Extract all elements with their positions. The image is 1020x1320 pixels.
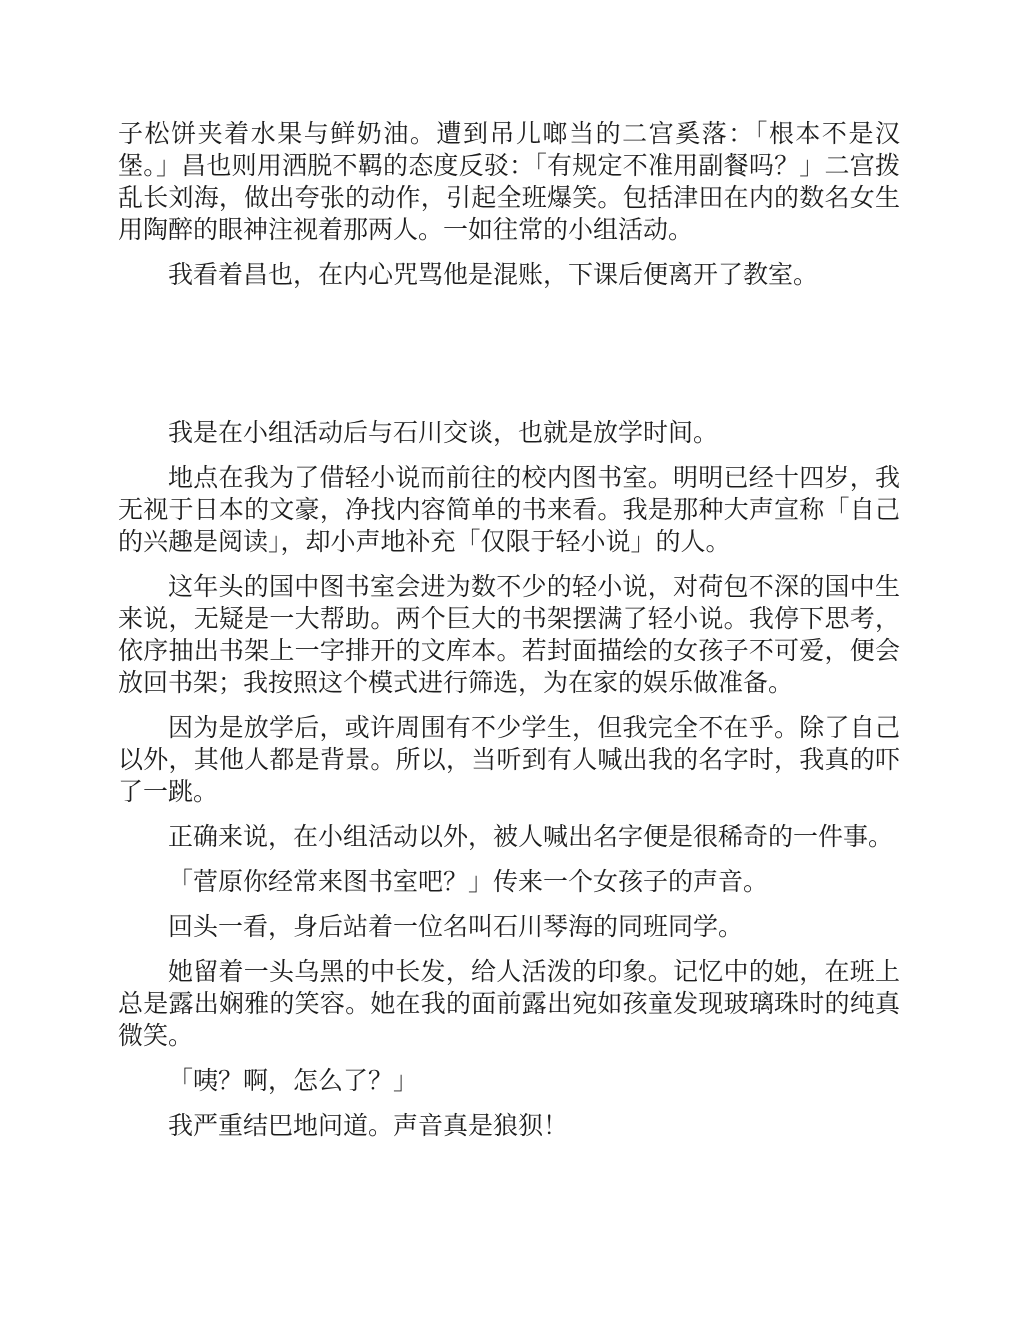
paragraph: 回头一看，身后站着一位名叫石川琴海的同班同学。	[168, 914, 744, 941]
paragraph-dialogue: 「菅原你经常来图书室吧？」传来一个女孩子的声音。	[168, 869, 769, 896]
paragraph: 我看着昌也，在内心咒骂他是混账，下课后便离开了教室。	[168, 262, 819, 289]
paragraph: 这年头的国中图书室会进为数不少的轻小说，对荷包不深的国中生来说，无疑是一大帮助。两个巨大的书架摆满了轻小说。我停下思考，依序抽出书架上一字排开的文库本。若封面描绘的女孩子不可爱，便会放回书架；我按照这个模式进行筛选，为在家的娱乐做准备。	[118, 574, 900, 697]
paragraph: 正确来说，在小组活动以外，被人喊出名字便是很稀奇的一件事。	[168, 824, 894, 851]
paragraph-dialogue: 「咦？啊，怎么了？」	[168, 1068, 419, 1095]
paragraph: 她留着一头乌黑的中长发，给人活泼的印象。记忆中的她，在班上总是露出娴雅的笑容。她在我的面前露出宛如孩童发现玻璃珠时的纯真微笑。	[118, 959, 900, 1050]
paragraph: 地点在我为了借轻小说而前往的校内图书室。明明已经十四岁，我无视于日本的文豪，净找内容简单的书来看。我是那种大声宣称「自己的兴趣是阅读」，却小声地补充「仅限于轻小说」的人。	[118, 465, 900, 556]
paragraph: 我是在小组活动后与石川交谈，也就是放学时间。	[168, 420, 719, 447]
paragraph-continuation: 子松饼夹着水果与鲜奶油。遭到吊儿啷当的二宫奚落：「根本不是汉堡。」昌也则用洒脱不羁的态度反驳：「有规定不准用副餐吗？」二宫拨乱长刘海，做出夸张的动作，引起全班爆笑。包括津田在内的数名女生用陶醉的眼神注视着那两人。一如往常的小组活动。	[118, 121, 900, 244]
paragraph: 因为是放学后，或许周围有不少学生，但我完全不在乎。除了自己以外，其他人都是背景。所以，当听到有人喊出我的名字时，我真的吓了一跳。	[118, 715, 900, 806]
scene-break-spacer	[118, 305, 900, 418]
paragraph: 我严重结巴地问道。声音真是狼狈！	[168, 1113, 569, 1140]
